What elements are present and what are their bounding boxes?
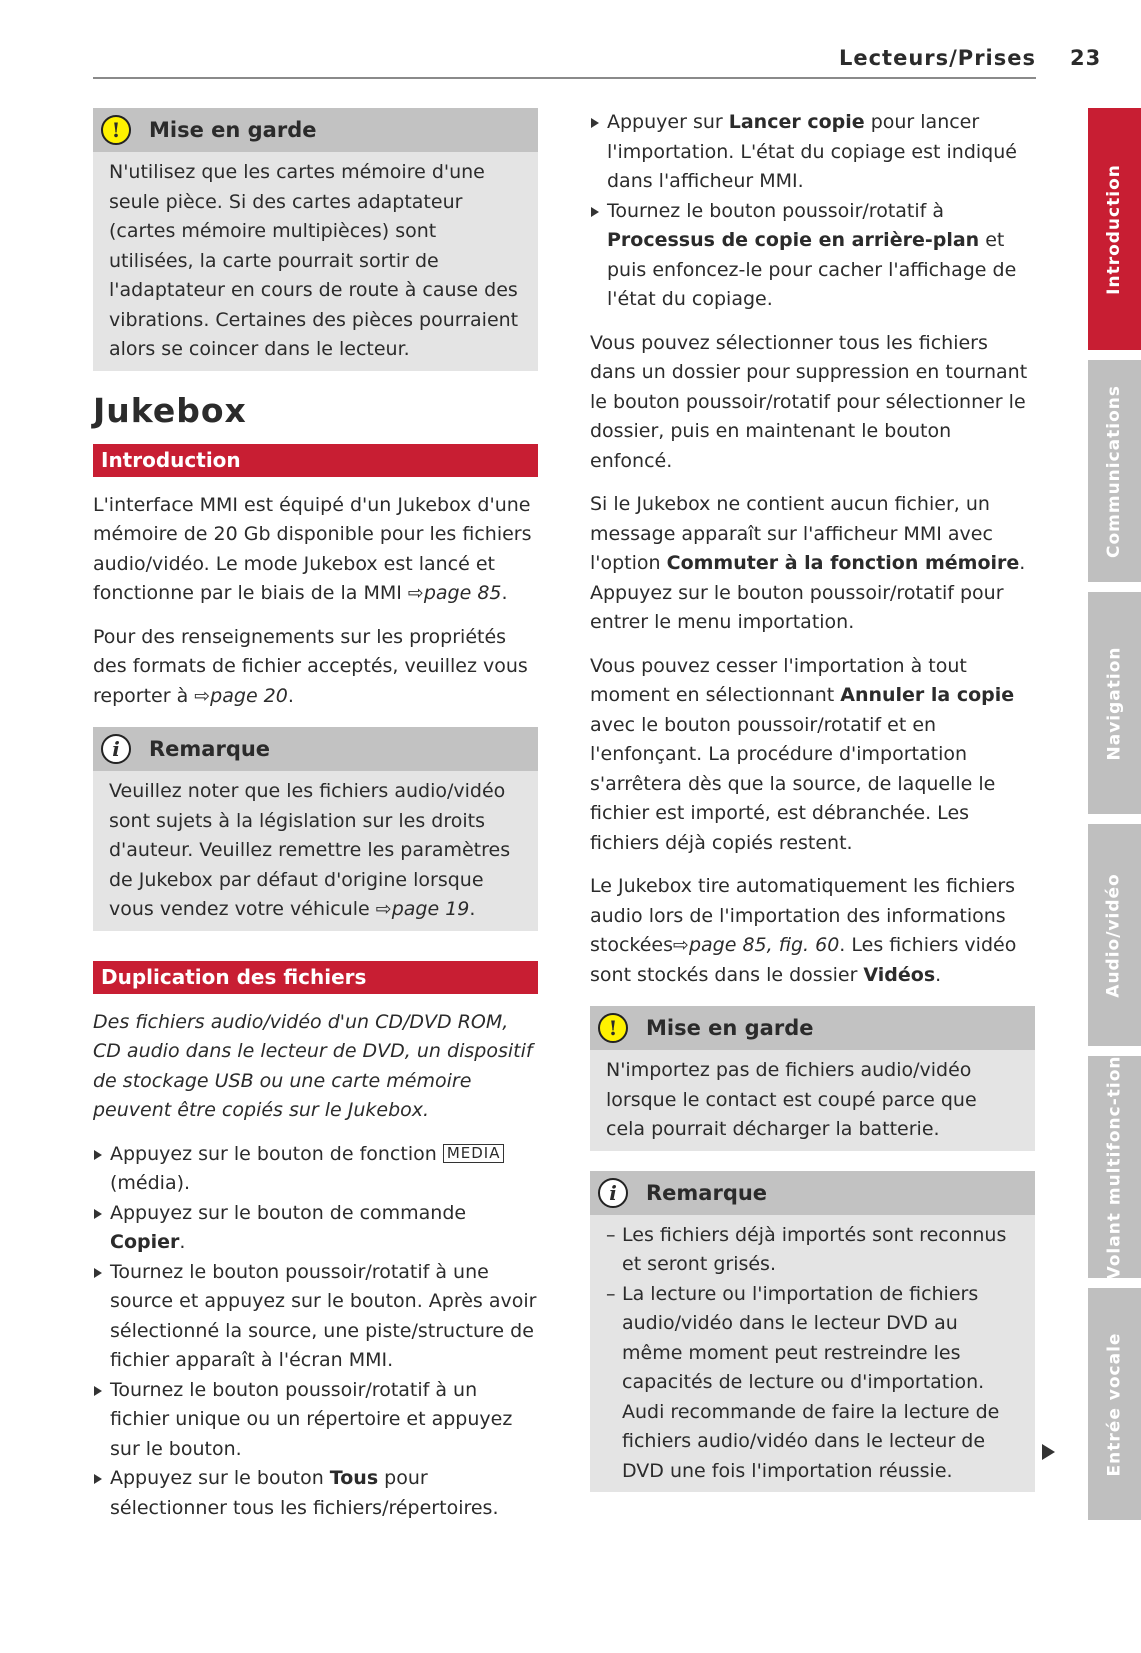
list-item: – La lecture ou l'importation de fichiers audio/vidéo dans le lecteur DVD au même moment peut restreindre les capacités de lecture ou d'importation. Audi recommande de faire la lecture de fichiers audio/vidéo dans le lecteur de DVD une fois l'importation réussie. xyxy=(606,1280,1021,1487)
note-body xyxy=(590,1215,1035,1493)
body-paragraph: Vous pouvez sélectionner tous les fichiers dans un dossier pour suppression en tournant le bouton poussoir/rotatif pour sélectionner le dossier, puis en maintenant le bouton enfoncé. xyxy=(590,331,1028,472)
note-box-header xyxy=(93,727,538,771)
list-item: Tournez le bouton poussoir/rotatif à un fichier unique ou un répertoire et appuyez sur le bouton. xyxy=(93,1376,538,1465)
list-item: – Les fichiers déjà importés sont reconnus et seront grisés. xyxy=(606,1221,1021,1280)
note-title: Remarque xyxy=(149,737,271,761)
warning-box xyxy=(590,1006,1035,1151)
warning-icon: ! xyxy=(101,115,131,145)
tab-voice-input[interactable]: Entrée vocale xyxy=(1088,1288,1141,1520)
page-number: 23 xyxy=(1070,46,1102,70)
warning-box-header xyxy=(93,108,538,152)
instruction-list-continued xyxy=(590,108,1035,315)
section-heading-jukebox: Jukebox xyxy=(93,390,247,430)
page-reference-link[interactable]: ⇨page 85 xyxy=(407,582,502,604)
info-icon: i xyxy=(598,1178,628,1208)
list-item: Appuyez sur le bouton Tous pour sélectionner tous les fichiers/répertoires. xyxy=(93,1464,538,1523)
list-item: Appuyer sur Lancer copie pour lancer l'importation. L'état du copiage est indiqué dans l'afficheur MMI. xyxy=(590,108,1035,197)
tab-communications[interactable]: Communications xyxy=(1088,360,1141,582)
tab-steering-wheel[interactable]: Volant multifonc-tion xyxy=(1088,1056,1141,1278)
subsection-title-introduction: Introduction xyxy=(93,444,538,477)
list-item: Tournez le bouton poussoir/rotatif à une source et appuyez sur le bouton. Après avoir sélectionné la source, une piste/structure de fichier apparaît à l'écran MMI. xyxy=(93,1258,538,1376)
instruction-list xyxy=(93,1140,538,1524)
info-icon: i xyxy=(101,734,131,764)
warning-title: Mise en garde xyxy=(646,1016,814,1040)
warning-icon: ! xyxy=(598,1013,628,1043)
note-list xyxy=(606,1221,1021,1487)
tab-audio-video[interactable]: Audio/vidéo xyxy=(1088,824,1141,1046)
tab-introduction[interactable]: Introduction xyxy=(1088,108,1141,350)
intro-paragraph-1: L'interface MMI est équipé d'un Jukebox d'une mémoire de 20 Gb disponible pour les fichiers audio/vidéo. Le mode Jukebox est lancé et fonctionne par le biais de la MMI ⇨page 85. xyxy=(93,493,532,604)
warning-body: N'utilisez que les cartes mémoire d'une seule pièce. Si des cartes adaptateur (cartes mémoire multipièces) sont utilisées, la carte pourrait sortir de l'adaptateur en cours de route à cause des vibrations. Certaines des pièces pourraient alors se coincer dans le lecteur. xyxy=(109,161,519,360)
right-column xyxy=(590,108,1035,1512)
left-column xyxy=(93,108,538,1523)
page-reference-link[interactable]: ⇨page 19 xyxy=(375,898,470,920)
note-title: Remarque xyxy=(646,1180,768,1205)
tab-navigation[interactable]: Navigation xyxy=(1088,592,1141,814)
media-key-label: MEDIA xyxy=(443,1144,505,1163)
subsection-title-duplication: Duplication des fichiers xyxy=(93,961,538,994)
duplication-intro: Des fichiers audio/vidéo d'un CD/DVD ROM, CD audio dans le lecteur de DVD, un dispositif de stockage USB ou une carte mémoire peuvent être copiés sur le Jukebox. xyxy=(93,1010,533,1121)
intro-paragraph-2: Pour des renseignements sur les propriétés des formats de fichier acceptés, veuillez vous reporter à ⇨page 20. xyxy=(93,625,528,707)
warning-box xyxy=(93,108,538,371)
page-reference-link[interactable]: ⇨page 20 xyxy=(194,684,288,707)
list-item: Appuyez sur le bouton de commande Copier. xyxy=(93,1199,538,1258)
body-paragraph: Si le Jukebox ne contient aucun fichier, un message apparaît sur l'afficheur MMI avec l'option Commuter à la fonction mémoire. Appuyez sur le bouton poussoir/rotatif pour entrer le menu importation. xyxy=(590,493,1026,633)
list-item: Appuyez sur le bouton de fonction MEDIA (média). xyxy=(93,1140,538,1199)
warning-body: N'importez pas de fichiers audio/vidéo lorsque le contact est coupé parce que cela pourrait décharger la batterie. xyxy=(606,1059,977,1140)
continued-arrow-icon xyxy=(1042,1444,1055,1460)
warning-box-header xyxy=(590,1006,1035,1050)
note-box xyxy=(93,727,538,931)
note-box xyxy=(590,1171,1035,1493)
list-item: Tournez le bouton poussoir/rotatif à Processus de copie en arrière-plan et puis enfoncez-le pour cacher l'affichage de l'état du copiage. xyxy=(590,197,1035,315)
header-rule xyxy=(93,77,1036,79)
note-body: Veuillez noter que les fichiers audio/vidéo sont sujets à la législation sur les droits d'auteur. Veuillez remettre les paramètres de Jukebox par défaut d'origine lorsque vous vendez votre véhicule ⇨page 19. xyxy=(109,780,511,920)
running-header-title: Lecteurs/Prises xyxy=(838,46,1036,70)
page-reference-link[interactable]: ⇨page 85, fig. 60 xyxy=(673,934,840,956)
body-paragraph: Vous pouvez cesser l'importation à tout moment en sélectionnant Annuler la copie avec le bouton poussoir/rotatif et en l'enfonçant. La procédure d'importation s'arrêtera dès que la source, de laquelle le fichier est importé, est débranchée. Les fichiers déjà copiés restent. xyxy=(590,654,1015,854)
body-paragraph: Le Jukebox tire automatiquement les fichiers audio lors de l'importation des informations stockées⇨page 85, fig. 60. Les fichiers vidéo sont stockés dans le dossier Vidéos. xyxy=(590,875,1017,986)
warning-title: Mise en garde xyxy=(149,118,317,142)
note-box-header xyxy=(590,1171,1035,1215)
